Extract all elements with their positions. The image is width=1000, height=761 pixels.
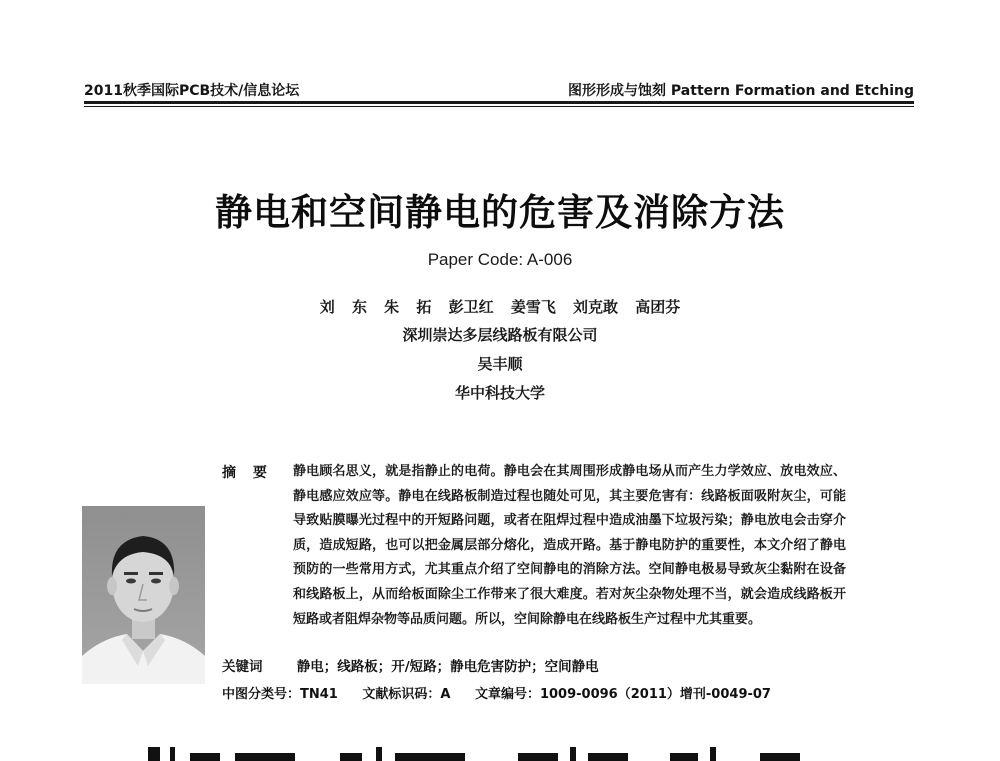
author-photo: [82, 506, 205, 684]
classification-line: [222, 683, 791, 702]
header-rule-thin: [84, 106, 914, 107]
running-header-left: 2011秋季国际PCB技术/信息论坛: [84, 83, 300, 99]
affiliation-3: 华中科技大学: [454, 384, 545, 402]
cropped-english-title-fragment: [140, 745, 860, 761]
paper-title: 静电和空间静电的危害及消除方法: [215, 191, 785, 234]
affiliation-2: 吴丰顺: [477, 355, 523, 373]
keywords-label: 关键词: [222, 659, 263, 675]
affiliation-1: 深圳崇达多层线路板有限公司: [402, 326, 598, 344]
keywords-text: 静电；线路板；开/短路；静电危害防护；空间静电: [296, 659, 599, 675]
abstract-text: 静电顾名思义，就是指静止的电荷。静电会在其周围形成静电场从而产生力学效应、放电效应、静电感应效应等。静电在线路板制造过程也随处可见，其主要危害有：线路板面吸附灰尘，可能导致贴膜曝光过程中的开短路问题，或者在阻焊过程中造成油墨下垃圾污染；静电放电会击穿介质，造成短路，也可以把金属层部分熔化，造成开路。基于静电防护的重要性，本文介绍了静电预防的一些常用方式，尤其重点介绍了空间静电的消除方法。空间静电极易导致灰尘黏附在设备和线路板上，从而给板面除尘工作带来了很大难度。若对灰尘杂物处理不当，就会造成线路板开短路或者阻焊杂物等品质问题。所以，空间除静电在线路板生产过程中尤其重要。: [293, 464, 846, 627]
header-rule: [84, 101, 914, 104]
running-header-right: 图形形成与蚀刻 Pattern Formation and Etching: [568, 83, 914, 99]
abstract-label: 摘 要: [222, 465, 273, 481]
paper-code: Paper Code: A-006: [427, 250, 573, 269]
author-list: 刘 东 朱 拓 彭卫红 姜雪飞 刘克敢 高团芬: [319, 298, 681, 316]
article-number: 文章编号：1009-0096（2011）增刊-0049-07: [474, 687, 771, 702]
clc-number: 中图分类号：TN41: [222, 687, 338, 702]
keywords-line: [222, 655, 599, 675]
document-code: 文献标识码：A: [362, 687, 451, 702]
